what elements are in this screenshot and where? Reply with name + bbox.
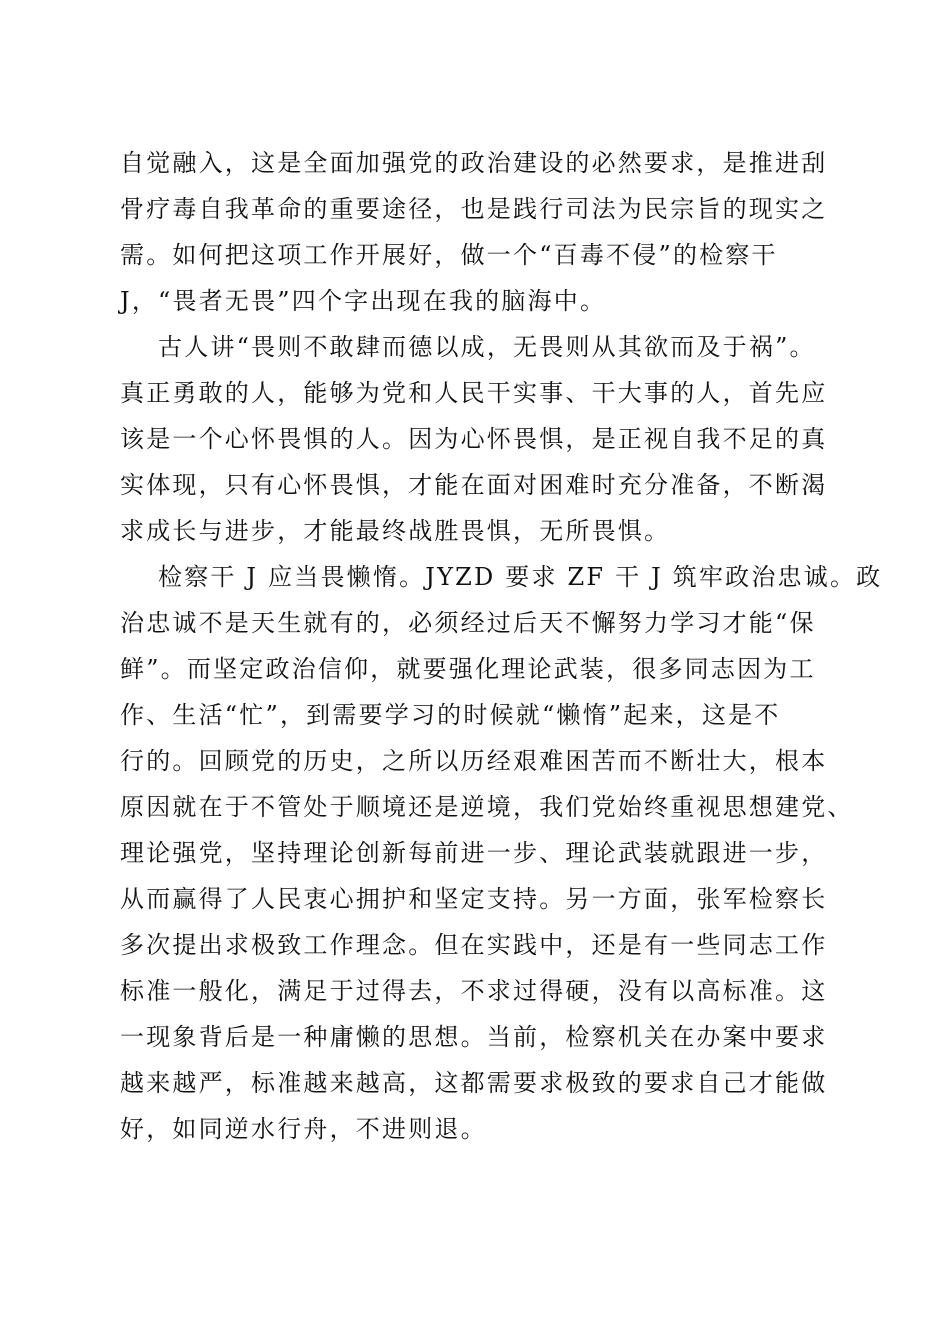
- text-line: 实体现，只有心怀畏惧，才能在面对困难时充分准备，不断渴: [120, 471, 828, 499]
- paragraph-first-line: 检察干 J 应当畏懒惰。JYZD 要求 ZF 干 J 筑牢政治忠诚。政: [158, 563, 883, 591]
- text-line: 标准一般化，满足于过得去，不求过得硬，没有以高标准。这: [120, 977, 828, 1005]
- text-line: J，“畏者无畏”四个字出现在我的脑海中。: [120, 287, 607, 315]
- text-line: 行的。回顾党的历史，之所以历经艰难困苦而不断壮大，根本: [120, 747, 828, 775]
- text-line: 需。如何把这项工作开展好，做一个“百毒不侵”的检察干: [120, 241, 778, 269]
- text-line: 多次提出求极致工作理念。但在实践中，还是有一些同志工作: [120, 931, 828, 959]
- text-line: 一现象背后是一种庸懒的思想。当前，检察机关在办案中要求: [120, 1023, 828, 1051]
- text-line: 越来越严，标准越来越高，这都需要求极致的要求自己才能做: [120, 1069, 828, 1097]
- text-line: 治忠诚不是天生就有的，必须经过后天不懈努力学习才能“保: [120, 609, 816, 637]
- text-line: 作、生活“忙”，到需要学习的时候就“懒惰”起来，这是不: [120, 701, 781, 729]
- text-line: 真正勇敢的人，能够为党和人民干实事、干大事的人，首先应: [120, 379, 828, 407]
- body-text: [120, 140, 883, 1152]
- text-line: 好，如同逆水行舟，不进则退。: [120, 1115, 487, 1143]
- paragraph-first-line: 古人讲“畏则不敢肆而德以成，无畏则从其欲而及于祸”。: [158, 333, 816, 361]
- text-line: 从而赢得了人民衷心拥护和坚定支持。另一方面，张军检察长: [120, 885, 828, 913]
- text-line: 求成长与进步，才能最终战胜畏惧，无所畏惧。: [120, 517, 671, 545]
- text-line: 理论强党，坚持理论创新每前进一步、理论武装就跟进一步，: [120, 839, 828, 867]
- text-line: 鲜”。而坚定政治信仰，就要强化理论武装，很多同志因为工: [120, 655, 816, 683]
- text-line: 骨疗毒自我革命的重要途径，也是践行司法为民宗旨的现实之: [120, 195, 828, 223]
- text-line: 原因就在于不管处于顺境还是逆境，我们党始终重视思想建党、: [120, 793, 854, 821]
- text-line: 自觉融入，这是全面加强党的政治建设的必然要求，是推进刮: [120, 149, 828, 177]
- text-line: 该是一个心怀畏惧的人。因为心怀畏惧，是正视自我不足的真: [120, 425, 828, 453]
